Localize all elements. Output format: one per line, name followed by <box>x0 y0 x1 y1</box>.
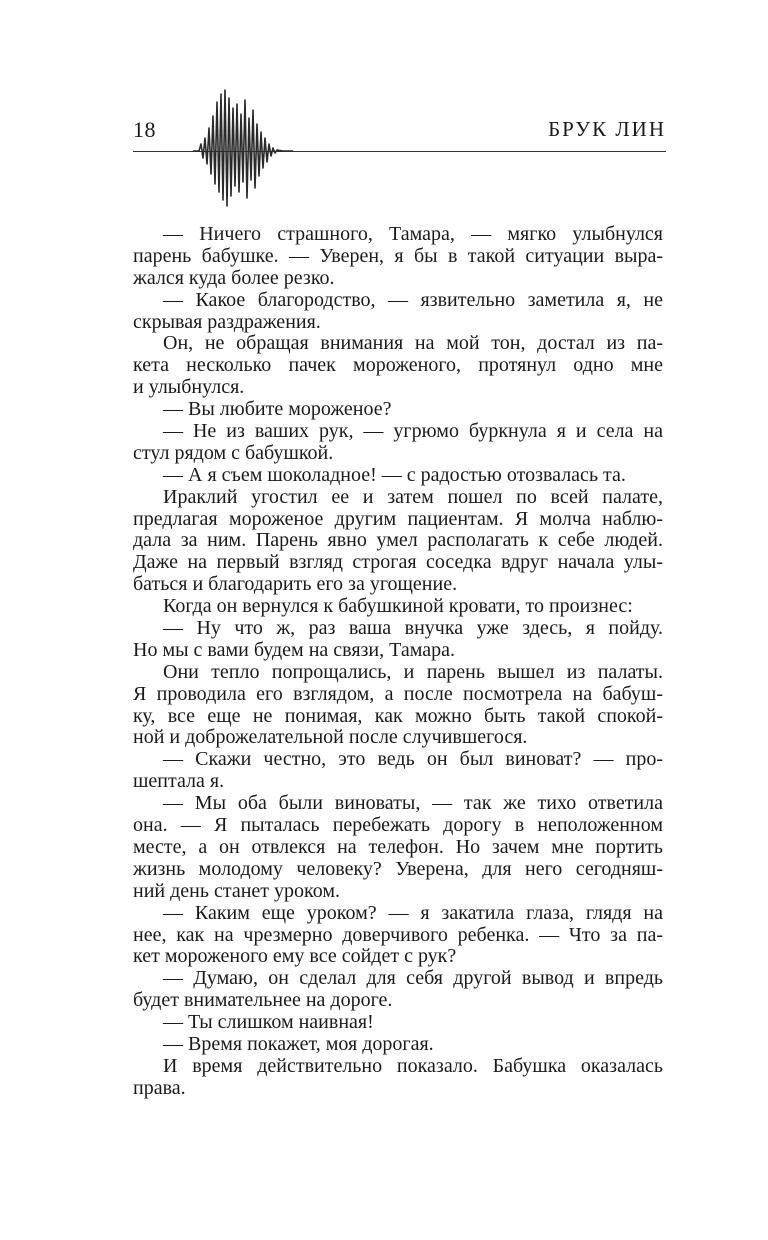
text-line: шептала я. <box>133 770 225 793</box>
text-line: ний день станет уроком. <box>133 879 341 902</box>
text-line: скрывая раздражения. <box>133 310 321 333</box>
text-line: права. <box>133 1076 186 1099</box>
text-line: жизнь молодому человеку? Уверена, для него сегодняш- <box>133 857 663 880</box>
text-line: — Ничего страшного, Тамара, — мягко улыбнулся <box>163 223 663 245</box>
text-line: Он, не обращая внимания на мой тон, достал из па- <box>163 332 663 355</box>
text-line: баться и благодарить его за угощение. <box>133 573 458 596</box>
text-line: кет мороженого ему все сойдет с рук? <box>133 945 457 968</box>
text-line: И время действительно показало. Бабушка оказалась <box>163 1054 663 1077</box>
text-line: Ираклий угостил ее и затем пошел по всей палате, <box>163 485 663 508</box>
text-line: — Думаю, он сделал для себя другой вывод и впредь <box>163 967 663 990</box>
text-line: ку, все еще не понимая, как можно быть такой спокой- <box>133 704 663 727</box>
text-line: и улыбнулся. <box>133 376 245 399</box>
running-title: БРУК ЛИН <box>548 117 666 141</box>
text-body <box>133 224 663 1100</box>
text-line: кета несколько пачек мороженого, протянул одно мне <box>133 354 663 377</box>
text-line: — Ну что ж, раз ваша внучка уже здесь, я пойду. <box>163 617 663 640</box>
text-line: Но мы с вами будем на связи, Тамара. <box>133 638 456 661</box>
text-line: — Каким еще уроком? — я закатила глаза, глядя на <box>163 901 663 924</box>
text-line: предлагая мороженое другим пациентам. Я молча наблю- <box>133 507 663 530</box>
text-line: стул рядом с бабушкой. <box>133 441 334 464</box>
text-line: — Ты слишком наивная! <box>163 1011 374 1034</box>
text-line: ной и доброжелательной после случившегося. <box>133 726 528 749</box>
text-line: она. — Я пыталась перебежать дорогу в неположенном <box>133 814 663 837</box>
text-line: — Скажи честно, это ведь он был виноват? — про- <box>163 748 663 771</box>
text-line: — Мы оба были виноваты, — так же тихо ответила <box>163 792 663 815</box>
text-line: жался куда более резко. <box>133 266 335 289</box>
text-line: Они тепло попрощались, и парень вышел из палаты. <box>163 660 663 683</box>
text-line: — А я съем шоколадное! — с радостью отозвалась та. <box>163 463 626 486</box>
text-line: парень бабушке. — Уверен, я бы в такой ситуации выра- <box>133 244 663 267</box>
text-line: — Время покажет, моя дорогая. <box>163 1032 434 1055</box>
text-line: — Вы любите мороженое? <box>163 398 392 421</box>
text-line: Я проводила его взглядом, а после посмотрела на бабуш- <box>133 682 663 705</box>
text-line: нее, как на чрезмерно доверчивого ребенка. — Что за па- <box>133 923 663 946</box>
text-line: дала за ним. Парень явно умел располагать к себе людей. <box>133 529 663 552</box>
text-line: — Не из ваших рук, — угрюмо буркнула я и села на <box>163 420 663 443</box>
text-line: Даже на первый взгляд строгая соседка вдруг начала улы- <box>133 551 663 574</box>
text-line: — Какое благородство, — язвительно заметила я, не <box>163 288 663 311</box>
text-line: Когда он вернулся к бабушкиной кровати, то произнес: <box>163 595 633 618</box>
text-line: будет внимательнее на дороге. <box>133 989 393 1012</box>
text-line: месте, а он отвлекся на телефон. Но зачем мне портить <box>133 835 663 858</box>
page-number: 18 <box>133 117 156 142</box>
waveform-ornament-icon <box>193 88 293 210</box>
